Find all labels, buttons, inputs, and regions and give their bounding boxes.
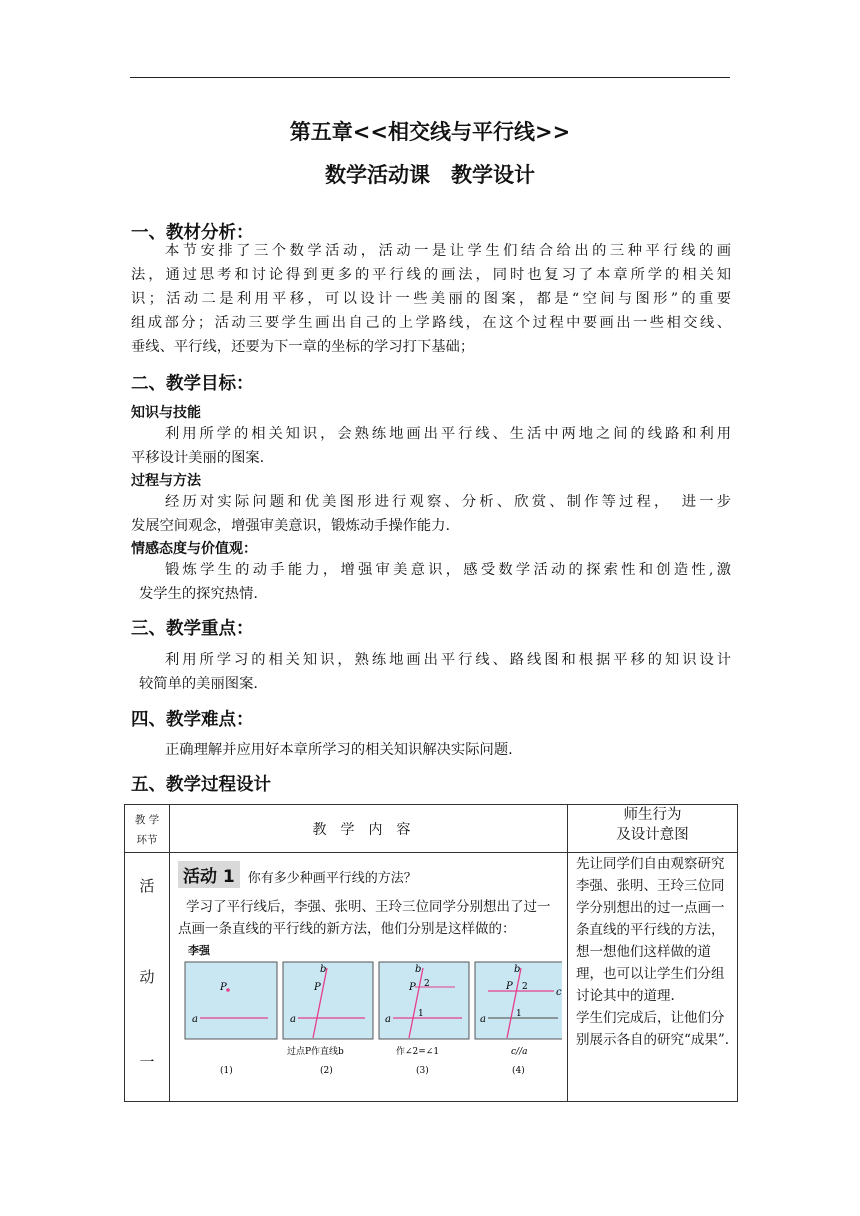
header-behavior-line: 师生行为 [623, 807, 682, 823]
svg-text:a: a [290, 1014, 296, 1025]
behavior-cell [568, 853, 738, 1102]
header-behavior-line: 及设计意图 [616, 827, 689, 843]
table-row-activity-1 [125, 853, 738, 1102]
text-line: 发展空间观念，增强审美意识，锻炼动手操作能力. [131, 518, 451, 534]
figure-number: (2) [320, 1066, 333, 1076]
section-heading-goals: 二、教学目标： [131, 374, 254, 394]
figure-caption: 过点P作直线b [287, 1047, 344, 1057]
figure-panel-2 [283, 962, 373, 1039]
behavior-text-2: 学生们完成后，让他们分别展示各自的研究“成果”. [576, 1010, 730, 1048]
svg-text:b: b [320, 964, 327, 975]
header-stage-line: 环节 [136, 834, 158, 846]
text-line: 平移设计美丽的图案. [131, 450, 265, 466]
svg-text:1: 1 [418, 1009, 424, 1019]
svg-text:P: P [220, 982, 227, 993]
activity-question: 你有多少种画平行线的方法？ [247, 871, 417, 886]
chapter-title: 第五章<<相交线与平行线>> [289, 120, 571, 144]
figure-caption: 作∠2=∠1 [396, 1047, 440, 1057]
header-behavior-cell [568, 805, 738, 853]
svg-text:1: 1 [516, 1009, 522, 1019]
figure-caption: c//a [511, 1047, 528, 1057]
header-content-cell: 教学内容 [170, 805, 568, 853]
subheading-attitude: 情感态度与价值观： [131, 541, 257, 557]
svg-text:a: a [192, 1014, 198, 1025]
text-line: 锻炼学生的动手能力，增强审美意识，感受数学活动的探索性和创造性,激 [165, 562, 731, 578]
figure-number: (4) [512, 1066, 525, 1076]
table-header-row [125, 805, 738, 853]
teaching-process-table [124, 804, 738, 1102]
subheading-process: 过程与方法 [131, 473, 201, 489]
svg-text:b: b [415, 964, 422, 975]
svg-text:a: a [385, 1014, 391, 1025]
figure-number: (3) [416, 1066, 429, 1076]
text-line: 利用所学习的相关知识，熟练地画出平行线、路线图和根据平移的知识设计 [165, 652, 731, 668]
text-line: 利用所学的相关知识，会熟练地画出平行线、生活中两地之间的线路和利用 [165, 426, 731, 442]
svg-text:b: b [514, 964, 521, 975]
stage-cell [125, 853, 170, 1102]
header-stage-line: 教 学 [134, 814, 160, 826]
stage-char: 动 [139, 968, 155, 986]
stage-char: 一 [139, 1053, 155, 1071]
behavior-text: 先让同学们自由观察研究李强、张明、王玲三位同学分别想出的过一点画一条直线的平行线的方法，想一想他们这样做的道理，也可以让学生们分组讨论其中的道理. [576, 856, 725, 1004]
section-heading-difficulties: 四、教学难点： [131, 710, 254, 730]
difficulties-paragraph [131, 738, 731, 762]
text-line: 较简单的美丽图案. [139, 676, 258, 692]
svg-text:2: 2 [424, 979, 430, 989]
svg-text:P: P [314, 982, 321, 993]
stage-char: 活 [139, 877, 155, 895]
svg-text:P: P [409, 982, 416, 993]
text-line: 组成部分；活动三要学生画出自己的上学路线，在这个过程中要画出一些相交线、 [131, 315, 731, 331]
text-line: 正确理解并应用好本章所学习的相关知识解决实际问题. [165, 742, 513, 758]
text-line: 识；活动二是利用平移，可以设计一些美丽的图案，都是“空间与图形”的重要 [131, 291, 731, 307]
activity-text: 学习了平行线后，李强、张明、王玲三位同学分别想出了过一点画一条直线的平行线的新方法，他们分别是这样做的： [178, 899, 551, 937]
section-heading-process-design: 五、教学过程设计 [131, 775, 271, 795]
content-cell [170, 853, 568, 1102]
activity-label: 活动 1 [178, 861, 240, 888]
text-line: 经历对实际问题和优美图形进行观察、分析、欣赏、制作等过程， 进一步 [165, 494, 731, 510]
process-paragraph [131, 490, 731, 538]
svg-text:2: 2 [522, 982, 528, 992]
svg-text:a: a [480, 1014, 486, 1025]
text-line: 法，通过思考和讨论得到更多的平行线的画法，同时也复习了本章所学的相关知 [131, 267, 731, 283]
svg-text:c: c [556, 987, 562, 998]
attitude-paragraph [131, 558, 731, 606]
svg-text:P: P [506, 981, 513, 992]
knowledge-paragraph [131, 422, 731, 470]
lesson-title: 数学活动课 教学设计 [325, 163, 535, 187]
figure-name: 李强 [188, 944, 210, 957]
analysis-paragraph [131, 239, 731, 359]
figure-panel-3 [379, 962, 469, 1039]
section-heading-analysis: 一、教材分析： [131, 223, 254, 243]
figure-number: (1) [220, 1066, 233, 1076]
text-line: 垂线、平行线，还要为下一章的坐标的学习打下基础； [131, 339, 475, 355]
subheading-knowledge: 知识与技能 [131, 405, 201, 421]
header-stage-cell [125, 805, 170, 853]
figure-panel-1 [185, 962, 277, 1039]
text-line: 发学生的探究热情. [139, 586, 258, 602]
parallel-line-figures [170, 958, 562, 1078]
header-rule [130, 77, 730, 78]
key-points-paragraph [131, 648, 731, 696]
section-heading-key-points: 三、教学重点： [131, 619, 254, 639]
text-line: 本节安排了三个数学活动，活动一是让学生们结合给出的三种平行线的画 [165, 243, 731, 259]
